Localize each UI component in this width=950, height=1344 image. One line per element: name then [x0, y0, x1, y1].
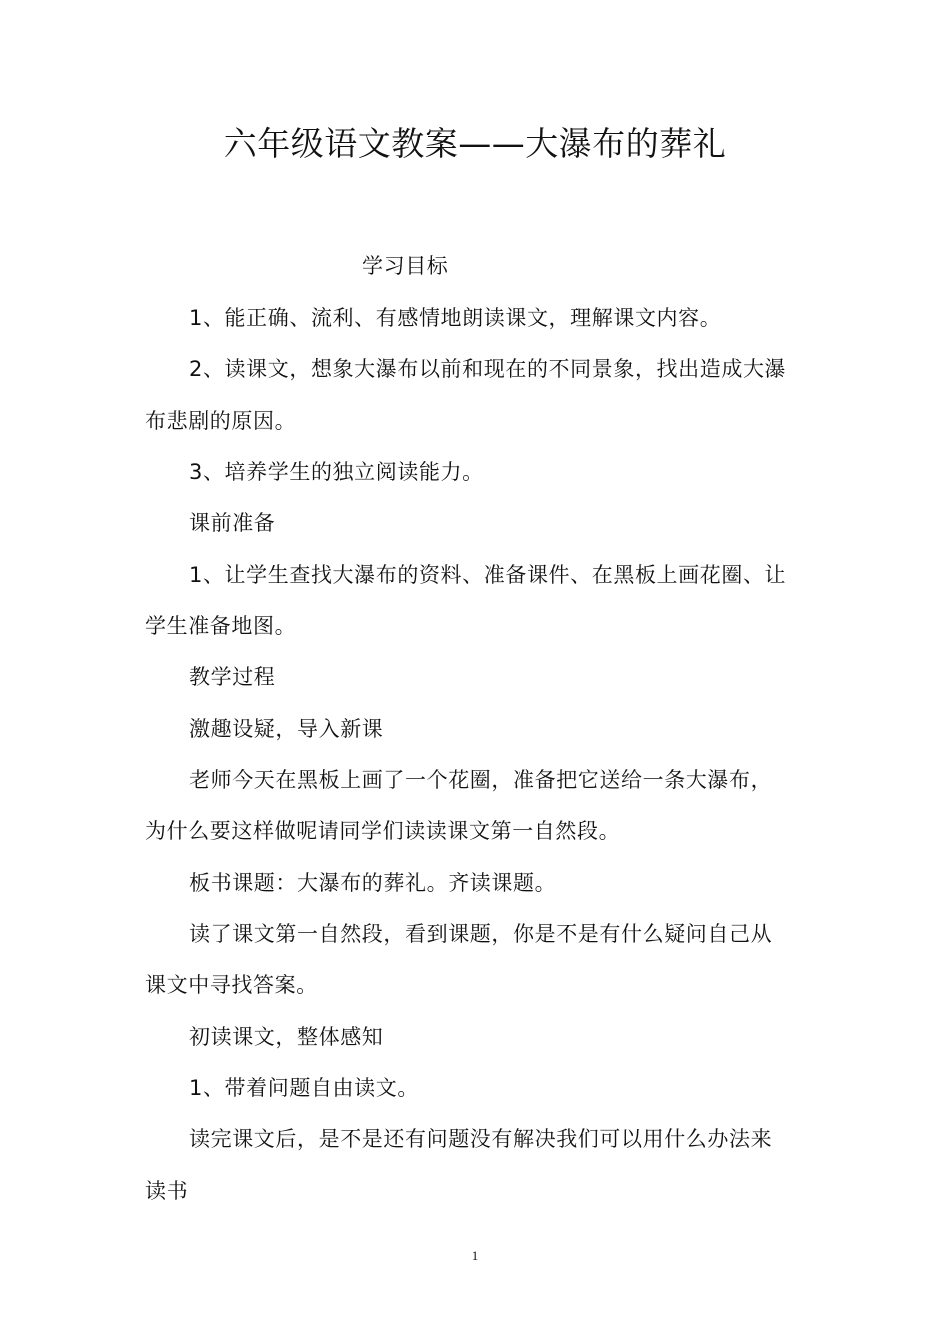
- paragraph-line: 1、能正确、流利、有感情地朗读课文，理解课文内容。: [189, 306, 722, 330]
- paragraph-line: 1、让学生查找大瀑布的资料、准备课件、在黑板上画花圈、让: [189, 563, 787, 587]
- page-number: 1: [471, 1248, 479, 1263]
- paragraph-line: 板书课题：大瀑布的葬礼。齐读课题。: [189, 871, 557, 895]
- subheading-intro: 激趣设疑，导入新课: [189, 717, 384, 741]
- paragraph-line: 学生准备地图。: [145, 614, 297, 638]
- paragraph-line: 2、读课文，想象大瀑布以前和现在的不同景象，找出造成大瀑: [189, 357, 787, 381]
- paragraph-line: 布悲剧的原因。: [145, 409, 297, 433]
- section-heading-learning-goals: 学习目标: [362, 254, 449, 278]
- paragraph-line: 老师今天在黑板上画了一个花圈，准备把它送给一条大瀑布，: [189, 768, 773, 792]
- paragraph-line: 读了课文第一自然段，看到课题，你是不是有什么疑问自己从: [189, 922, 773, 946]
- paragraph-line: 课文中寻找答案。: [145, 973, 318, 997]
- paragraph-line: 读完课文后，是不是还有问题没有解决我们可以用什么办法来: [189, 1127, 773, 1151]
- section-heading-process: 教学过程: [189, 665, 276, 689]
- subheading-first-reading: 初读课文，整体感知: [189, 1025, 384, 1049]
- paragraph-line: 1、带着问题自由读文。: [189, 1076, 419, 1100]
- paragraph-line: 3、培养学生的独立阅读能力。: [189, 460, 484, 484]
- section-heading-preparation: 课前准备: [189, 511, 276, 535]
- paragraph-line: 为什么要这样做呢请同学们读读课文第一自然段。: [145, 819, 621, 843]
- document-title: 六年级语文教案——大瀑布的葬礼: [223, 124, 727, 163]
- paragraph-line: 读书: [145, 1179, 189, 1203]
